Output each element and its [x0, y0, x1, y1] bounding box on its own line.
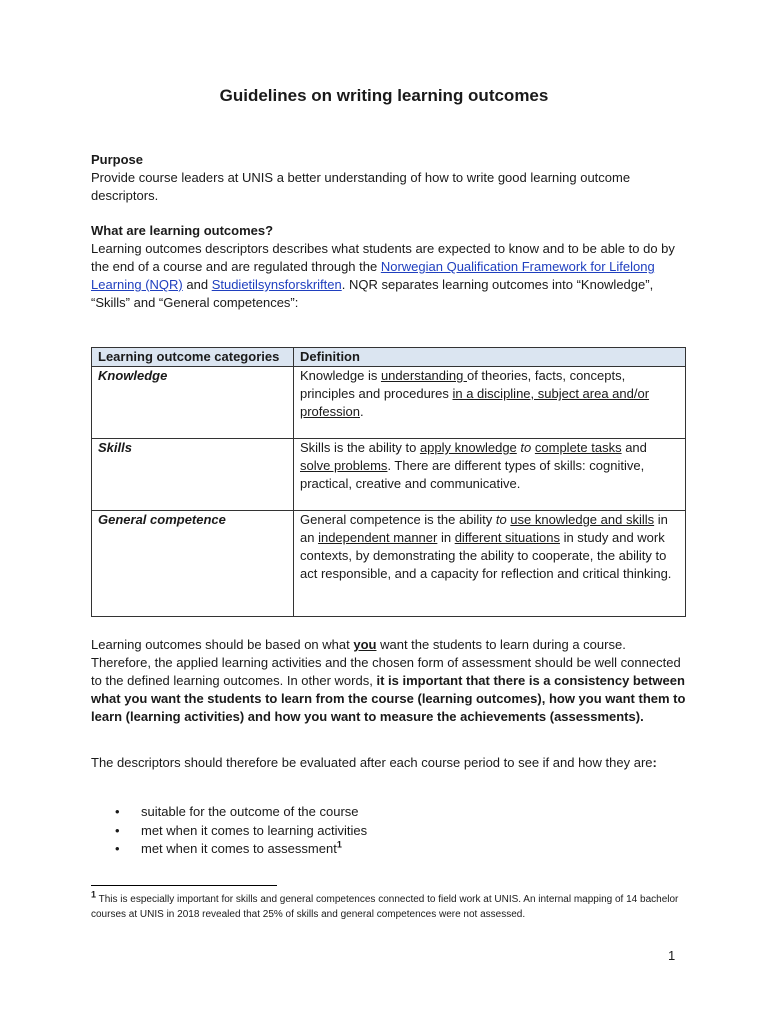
category-cell: General competence [92, 511, 294, 617]
emphasis-consistency: it is important that there is a consistency between what you want the students to learn from the course (learning outcomes), how you want them to learn (learning activities) and how you want to measure the achievements (assessments). [91, 673, 686, 724]
table-header: Definition [294, 348, 686, 367]
studietilsyn-link[interactable]: Studietilsynsforskriften [211, 277, 342, 292]
category-cell: Skills [92, 439, 294, 511]
nqr-link[interactable]: Norwegian Qualification Framework for Lifelong Learning (NQR) [91, 259, 655, 292]
learning-outcomes-table [91, 347, 686, 617]
page-number: 1 [668, 948, 676, 963]
list-item: • met when it comes to learning activities [91, 822, 691, 841]
what-heading: What are learning outcomes? [91, 223, 274, 238]
table-row [92, 511, 686, 617]
emphasis-you: you [353, 637, 377, 652]
definition-cell: General competence is the ability to use knowledge and skills in an independent manner in different situations in study and work contexts, by demonstrating the ability to cooperate, the ability to act responsible, and a capacity for reflection and critical thinking. [294, 511, 686, 617]
what-text-part: . NQR separates learning outcomes into “Knowledge”, “Skills” and “General competences”: [91, 277, 654, 310]
bullet-list [91, 803, 691, 859]
what-text-part: and [182, 277, 212, 292]
what-section [91, 222, 691, 312]
paragraph-consistency: Learning outcomes should be based on what you want the students to learn during a course. Therefore, the applied learning activities and the chosen form of assessment should be well connected to the defined learning outcomes. In other words, it is important that there is a consistency between what you want the students to learn from the course (learning outcomes), how you want them to learn (learning activities) and how you want to measure the achievements (assessments). [91, 637, 686, 724]
purpose-text: Provide course leaders at UNIS a better understanding of how to write good learning outcome descriptors. [91, 170, 631, 203]
footnote: $^1$ This is especially important for skills and general competences connected to field work at UNIS. An internal mapping of 14 bachelor courses at UNIS in 2018 revealed that 25% of skills and general competences were not assessed. [91, 889, 679, 920]
purpose-heading: Purpose [91, 152, 144, 167]
list-item: • suitable for the outcome of the course [91, 803, 691, 822]
list-item: • met when it comes to assessment$^1$ [91, 840, 691, 859]
what-text [91, 240, 691, 312]
definition-cell: Knowledge is understanding of theories, facts, concepts, principles and procedures in a discipline, subject area and/or profession. [294, 367, 686, 439]
page-title: Guidelines on writing learning outcomes [219, 86, 549, 105]
table-row [92, 367, 686, 439]
paragraph-evaluation: The descriptors should therefore be evaluated after each course period to see if and how they are: [91, 755, 657, 770]
table-header: Learning outcome categories [92, 348, 294, 367]
what-text-part: Learning outcomes descriptors describes what students are expected to know and to be able to do by the end of a course and are regulated through the [91, 241, 675, 274]
definition-cell: Skills is the ability to apply knowledge to complete tasks and solve problems. There are different types of skills: cognitive, practical, creative and communicative. [294, 439, 686, 511]
footnote-reference[interactable]: 1 [336, 839, 342, 850]
category-cell: Knowledge [92, 367, 294, 439]
purpose-section [91, 151, 691, 205]
table-row [92, 439, 686, 511]
footnote-divider [91, 885, 277, 886]
table-header-row [92, 348, 686, 367]
